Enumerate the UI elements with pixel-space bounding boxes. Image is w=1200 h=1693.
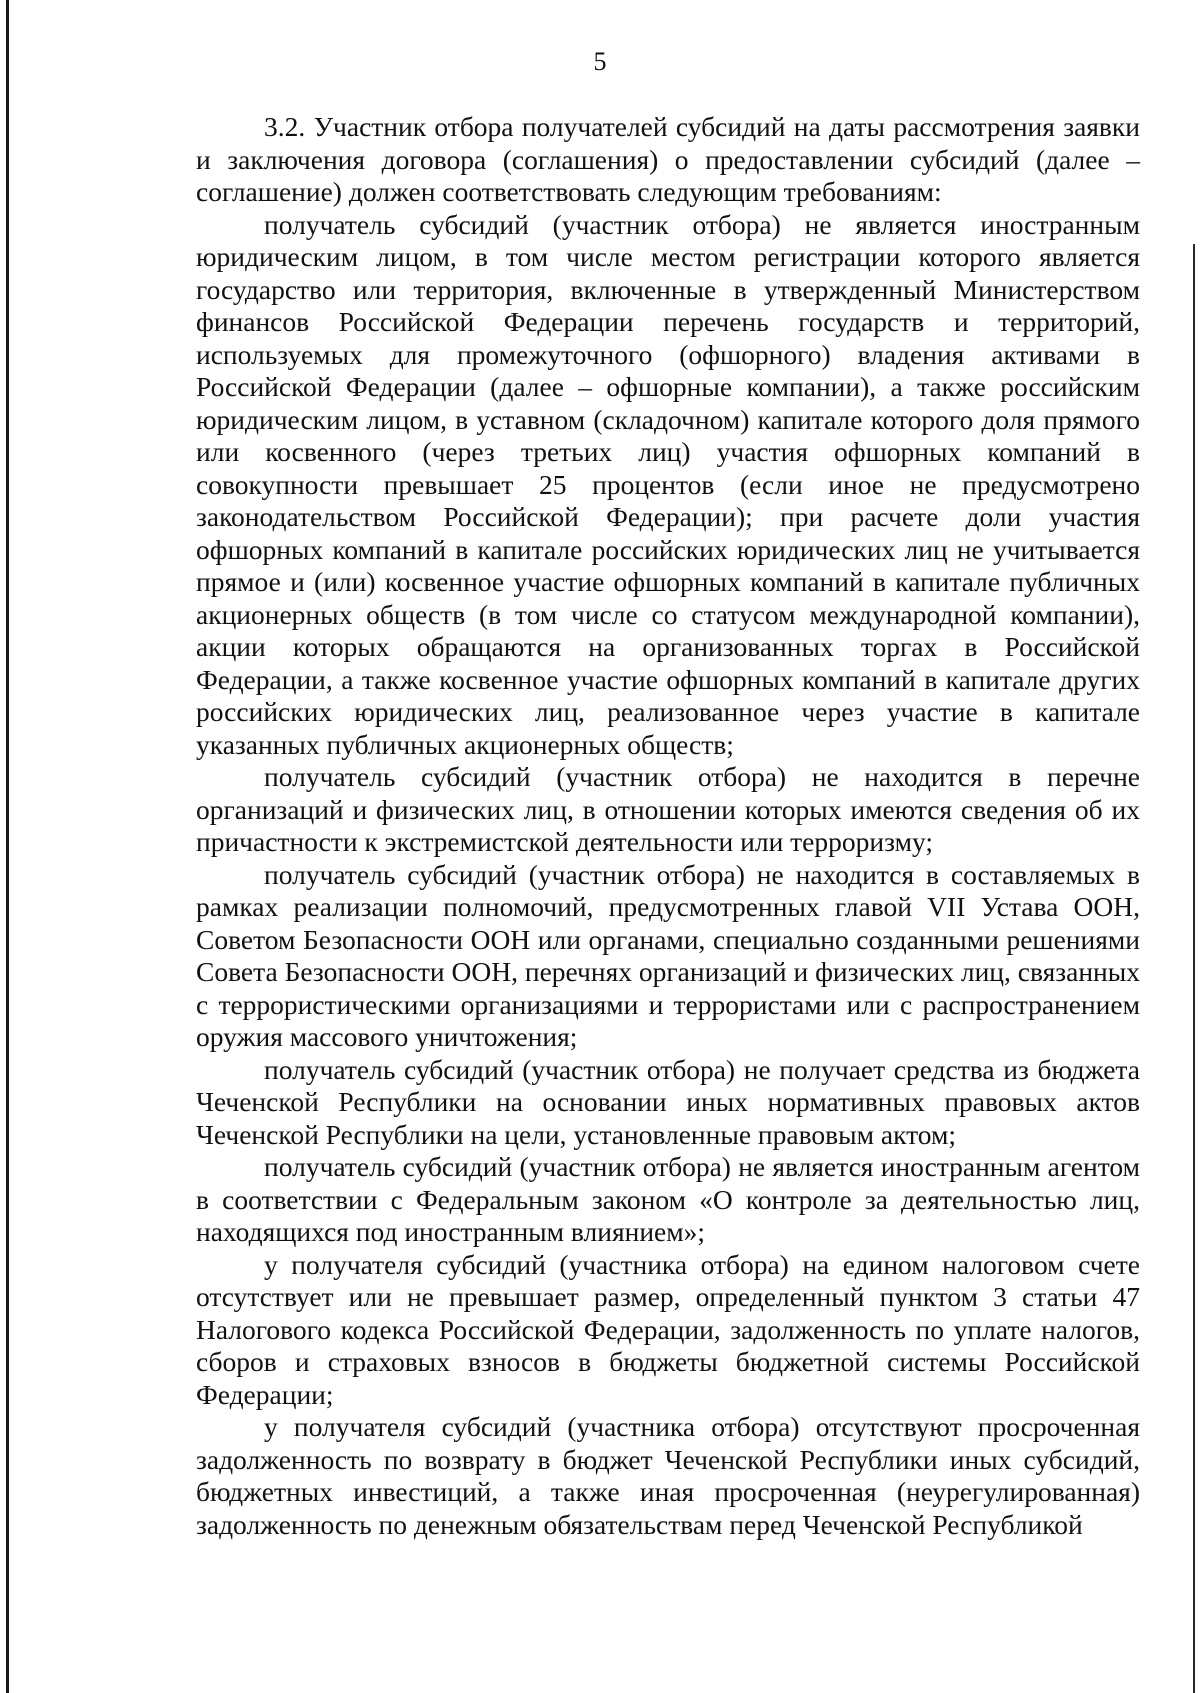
paragraph-tax-debt: у получателя субсидий (участника отбора) на едином налоговом счете отсутствует или не превышает размер, определенный пунктом 3 статьи 47 Налогового кодекса Российской Федерации, задолженность по уплате налогов, сборов и страховых взносов в бюджеты бюджетной системы Российской Федерации; bbox=[196, 1248, 1140, 1410]
scan-edge-left bbox=[6, 0, 9, 1693]
scan-edge-right bbox=[1193, 244, 1195, 1693]
page-number: 5 bbox=[593, 47, 607, 76]
paragraph-overdue-debt: у получателя субсидий (участника отбора) отсутствуют просроченная задолженность по возврату в бюджет Чеченской Республики иных субсидий, бюджетных инвестиций, а также иная просроченная (неурегулированная) задолженность по денежным обязательствам перед Чеченской Республикой bbox=[196, 1411, 1140, 1540]
paragraph-offshore-requirement: получатель субсидий (участник отбора) не является иностранным юридическим лицом, в том числе местом регистрации которого является государство или территория, включенные в утвержденный Министерством финансов Российской Федерации перечень государств и территорий, используемых для промежуточного (офшорного) владения активами в Российской Федерации (далее – офшорные компании), а также российским юридическим лицом, в уставном (складочном) капитале которого доля прямого или косвенного (через третьих лиц) участия офшорных компаний в совокупности превышает 25 процентов (если иное не предусмотрено законодательством Российской Федерации); при расчете доли участия офшорных компаний в капитале российских юридических лиц не учитывается прямое и (или) косвенное участие офшорных компаний в капитале публичных акционерных обществ (в том числе со статусом международной компании), акции которых обращаются на организованных торгах в Российской Федерации, а также косвенное участие офшорных компаний в капитале других российских юридических лиц, реализованное через участие в капитале указанных публичных акционерных обществ; bbox=[196, 208, 1140, 760]
paragraph-extremism-list: получатель субсидий (участник отбора) не находится в перечне организаций и физических лиц, в отношении которых имеются сведения об их причастности к экстремистской деятельности или терроризму; bbox=[196, 761, 1140, 857]
body-text bbox=[196, 111, 1140, 1541]
paragraph-3-2: 3.2. Участник отбора получателей субсидий на даты рассмотрения заявки и заключения договора (соглашения) о предоставлении субсидий (далее – соглашение) должен соответствовать следующим требованиям: bbox=[196, 111, 1140, 207]
paragraph-un-security-council-lists: получатель субсидий (участник отбора) не находится в составляемых в рамках реализации полномочий, предусмотренных главой VII Устава ООН, Советом Безопасности ООН или органами, специально созданными решениями Совета Безопасности ООН, перечнях организаций и физических лиц, связанных с террористическими организациями и террористами или с распространением оружия массового уничтожения; bbox=[196, 858, 1140, 1052]
paragraph-foreign-agent: получатель субсидий (участник отбора) не является иностранным агентом в соответствии с Федеральным законом «О контроле за деятельностью лиц, находящихся под иностранным влиянием»; bbox=[196, 1151, 1140, 1247]
paragraph-no-other-budget-funds: получатель субсидий (участник отбора) не получает средства из бюджета Чеченской Республики на основании иных нормативных правовых актов Чеченской Республики на цели, установленные правовым актом; bbox=[196, 1053, 1140, 1150]
